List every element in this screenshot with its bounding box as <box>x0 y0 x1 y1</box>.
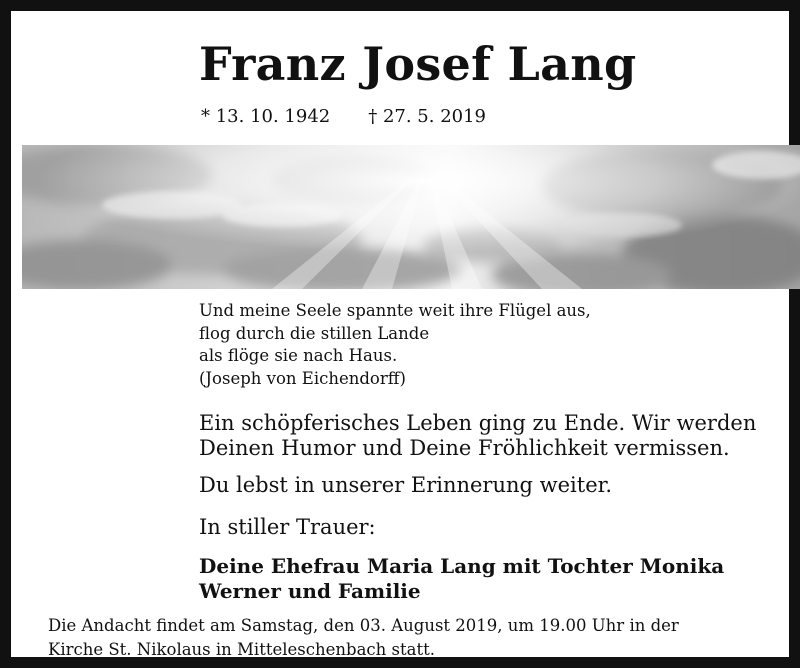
quote-author: (Joseph von Eichendorff) <box>199 368 406 388</box>
poem-quote <box>199 300 591 390</box>
service-line: Kirche St. Nikolaus in Mitteleschenbach statt. <box>48 640 435 659</box>
deceased-name: Franz Josef Lang <box>199 37 637 91</box>
tribute-line: Ein schöpferisches Leben ging zu Ende. Wir werden <box>199 411 757 435</box>
quote-line: flog durch die stillen Lande <box>199 323 430 343</box>
service-info <box>48 614 679 662</box>
quote-line: Und meine Seele spannte weit ihre Flügel aus, <box>199 301 591 320</box>
life-dates <box>201 108 486 126</box>
birth-date: * 13. 10. 1942 <box>201 106 331 127</box>
tribute-paragraph <box>199 411 756 461</box>
mourners-line: Deine Ehefrau Maria Lang mit Tochter Monika <box>199 554 725 578</box>
quote-line: als flöge sie nach Haus. <box>199 346 398 365</box>
death-date: † 27. 5. 2019 <box>368 106 487 127</box>
mourners-names <box>199 554 724 604</box>
service-line: Die Andacht findet am Samstag, den 03. August 2019, um 19.00 Uhr in der <box>48 616 679 635</box>
mourning-heading: In stiller Trauer: <box>199 515 376 539</box>
memory-paragraph: Du lebst in unserer Erinnerung weiter. <box>199 473 613 497</box>
cloudy-sky-icon <box>22 145 800 289</box>
mourners-line: Werner und Familie <box>199 579 421 603</box>
tribute-line: Deinen Humor und Deine Fröhlichkeit vermissen. <box>199 436 730 460</box>
